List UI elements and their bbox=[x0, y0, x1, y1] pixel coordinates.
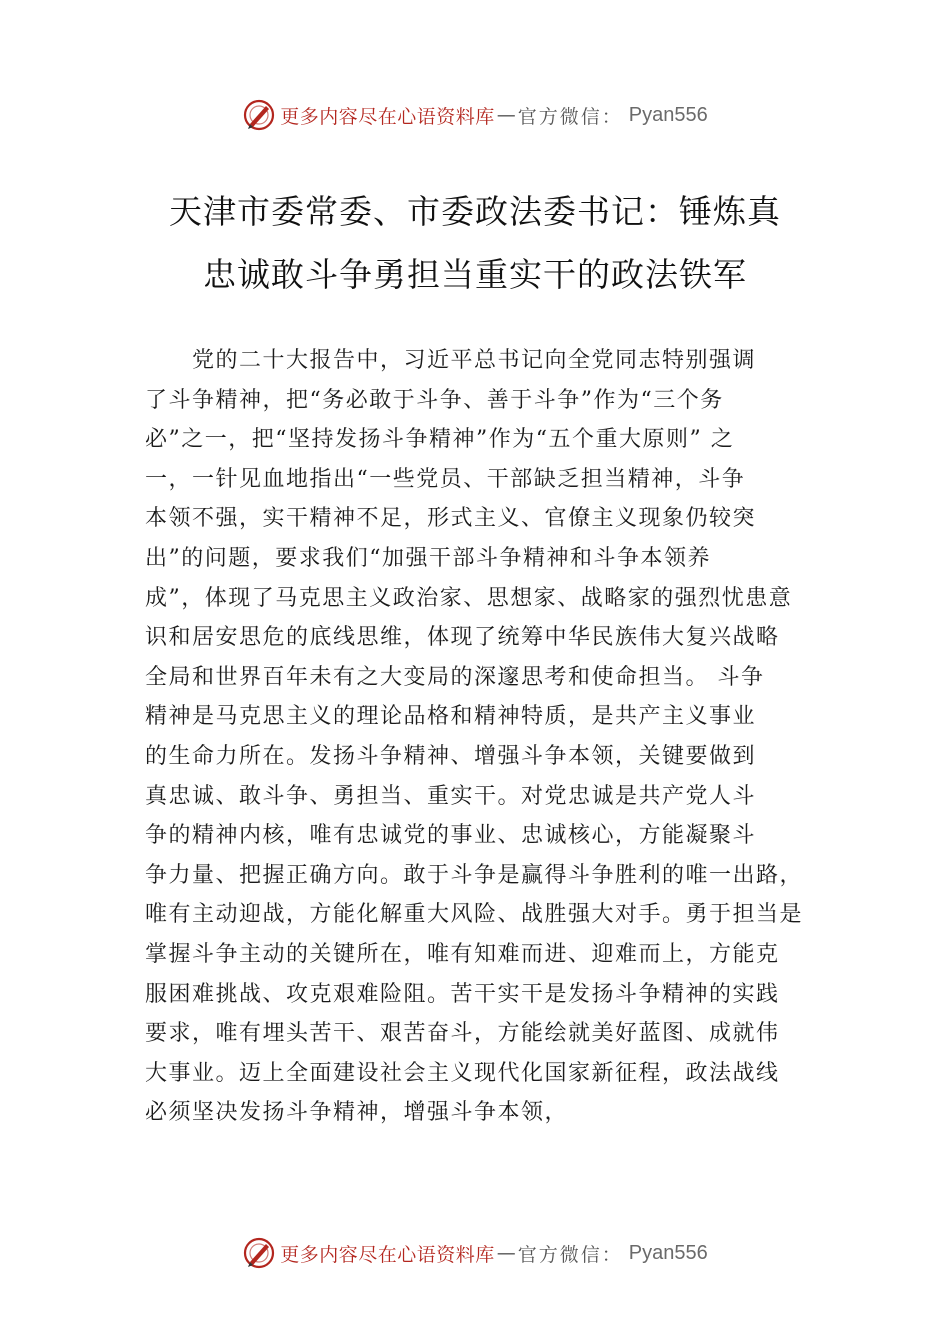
pen-seal-logo-icon bbox=[242, 98, 276, 132]
title-line-2: 忠诚敢斗争勇担当重实干的政法铁军 bbox=[203, 255, 747, 294]
body-line: 争力量、把握正确方向。敢于斗争是赢得斗争胜利的唯一出路， bbox=[145, 862, 804, 888]
title-line-1: 天津市委常委、市委政法委书记：锤炼真 bbox=[169, 192, 781, 231]
body-line: 必”之一，把“坚持发扬斗争精神”作为“五个重大原则” 之 bbox=[145, 427, 735, 453]
footer-banner bbox=[0, 1233, 950, 1273]
body-line: 必须坚决发扬斗争精神，增强斗争本领， bbox=[145, 1100, 569, 1126]
body-line: 掌握斗争主动的关键所在，唯有知难而进、迎难而上，方能克 bbox=[145, 941, 780, 967]
body-line: 全局和世界百年未有之大变局的深邃思考和使命担当。 斗争 bbox=[145, 664, 765, 690]
body-line: 一，一针见血地指出“一些党员、干部缺乏担当精神，斗争 bbox=[145, 466, 746, 492]
body-line: 的生命力所在。发扬斗争精神、增强斗争本领，关键要做到 bbox=[145, 743, 757, 769]
pen-seal-logo-icon bbox=[242, 1236, 276, 1270]
body-paragraph bbox=[145, 341, 845, 1133]
body-line: 真忠诚、敢斗争、勇担当、重实干。对党忠诚是共产党人斗 bbox=[145, 783, 757, 809]
footer-brand-text: 更多内容尽在心语资料库 bbox=[280, 1243, 495, 1266]
document-title bbox=[0, 180, 950, 306]
header-brand-text: 更多内容尽在心语资料库 bbox=[280, 105, 495, 128]
header-banner bbox=[0, 95, 950, 135]
footer-wechat-label: 官方微信： bbox=[517, 1243, 623, 1266]
body-line: 本领不强，实干精神不足，形式主义、官僚主义现象仍较突 bbox=[145, 506, 757, 532]
footer-wechat-id: Pyan556 bbox=[628, 1241, 708, 1264]
body-line: 党的二十大报告中，习近平总书记向全党同志特别强调 bbox=[145, 348, 757, 373]
body-line: 出”的问题，要求我们“加强干部斗争精神和斗争本领养 bbox=[145, 545, 711, 571]
body-line: 成”，体现了马克思主义政治家、思想家、战略家的强烈忧患意 bbox=[145, 585, 793, 611]
footer-dash: — bbox=[496, 1242, 516, 1264]
body-line: 大事业。迈上全面建设社会主义现代化国家新征程，政法战线 bbox=[145, 1060, 780, 1086]
body-line: 识和居安思危的底线思维，体现了统筹中华民族伟大复兴战略 bbox=[145, 625, 780, 651]
header-wechat-id: Pyan556 bbox=[628, 103, 708, 126]
body-line: 了斗争精神，把“务必敢于斗争、善于斗争”作为“三个务 bbox=[145, 387, 724, 413]
header-wechat-label: 官方微信： bbox=[517, 105, 623, 128]
body-line: 要求，唯有埋头苦干、艰苦奋斗，方能绘就美好蓝图、成就伟 bbox=[145, 1021, 780, 1047]
header-dash: — bbox=[496, 104, 516, 126]
body-line: 服困难挑战、攻克艰难险阻。苦干实干是发扬斗争精神的实践 bbox=[145, 981, 780, 1007]
body-line: 唯有主动迎战，方能化解重大风险、战胜强大对手。勇于担当是 bbox=[145, 902, 804, 928]
body-line: 精神是马克思主义的理论品格和精神特质，是共产主义事业 bbox=[145, 704, 757, 730]
body-line: 争的精神内核，唯有忠诚党的事业、忠诚核心，方能凝聚斗 bbox=[145, 823, 757, 849]
